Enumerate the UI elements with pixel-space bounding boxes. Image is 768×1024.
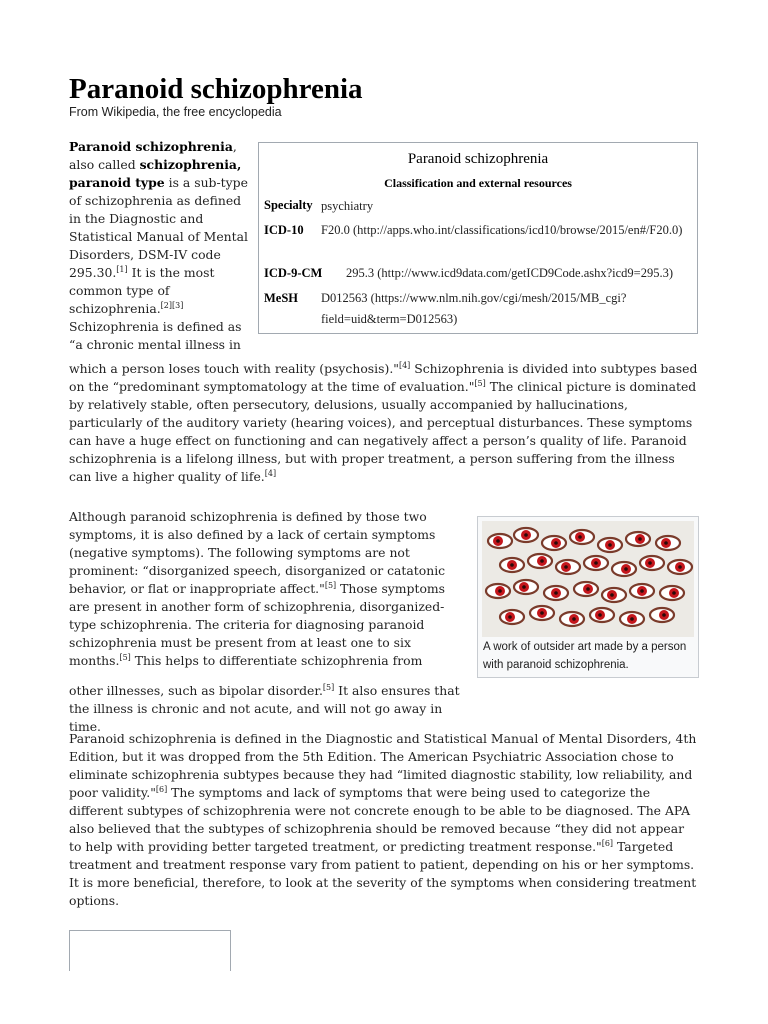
eye-pupil: [630, 617, 634, 621]
eye-pupil: [638, 537, 642, 541]
eye-pupil: [624, 567, 628, 571]
citation-link[interactable]: [5]: [474, 379, 486, 388]
citation-link[interactable]: [4]: [264, 469, 277, 478]
eye-pupil: [540, 559, 544, 563]
citation-link[interactable]: [5]: [119, 653, 131, 662]
infobox-title: Paranoid schizophrenia: [407, 151, 549, 167]
page-subtitle: From Wikipedia, the free encyclopedia: [69, 105, 282, 119]
lead-paragraph: Paranoid schizophrenia, also called schizophrenia, paranoid type is a sub-type of schizophrenia as defined in the Diagnostic and Statistical Manual of Mental Disorders, DSM-IV code 295.30.[1] It is the most common type of schizophrenia.[2][3] Schizophrenia is defined as “a chronic mental illness in: [69, 139, 248, 352]
eye-pupil: [522, 585, 526, 589]
citation-link[interactable]: [4]: [398, 361, 411, 370]
paragraph-symptoms-continued: other illnesses, such as bipolar disorder.[5] It also ensures that the illness is chronic and not acute, and will not go away in time.: [69, 683, 460, 734]
citation-link[interactable]: [6]: [601, 839, 614, 848]
empty-box: [69, 930, 231, 971]
eye-pupil: [564, 565, 568, 569]
eye-pupil: [554, 591, 558, 595]
eye-pupil: [572, 617, 576, 621]
paragraph-dsm5: Paranoid schizophrenia is defined in the Diagnostic and Statistical Manual of Mental Disorders, 4th Edition, but it was dropped from the 5th Edition. The American Psychiatric Association chose to eliminate schizophrenia subtypes because they had “limited diagnostic stability, low reliability, and poor validity."[6] The symptoms and lack of symptoms that were being used to categorize the different subtypes of schizophrenia were not concrete enough to be able to be diagnosed. The APA also believed that the subtypes of schizophrenia should be removed because “they did not appear to help with providing better targeted treatment, or predicting treatment response."[6] Targeted treatment and treatment response vary from patient to patient, depending on his or her symptoms. It is more beneficial, therefore, to look at the severity of the symptoms when considering treatment options.: [69, 731, 697, 908]
citation-link[interactable]: [5]: [322, 683, 335, 692]
eye-pupil: [510, 563, 514, 567]
paragraph-symptoms: Although paranoid schizophrenia is defined by those two symptoms, it is also defined by a lack of certain symptoms (negative symptoms). The following symptoms are not prominent: “disorganized speech, disorganized or catatonic behavior, or flat or inappropriate affect."[5] Those symptoms are present in another form of schizophrenia, disorganized-type schizophrenia. The criteria for diagnosing paranoid schizophrenia must be present from at least one to six months.[5] This helps to differentiate schizophrenia from: [69, 509, 446, 668]
eye-pupil: [496, 539, 500, 543]
eye-pupil: [672, 591, 676, 595]
citation-link[interactable]: [6]: [155, 785, 168, 794]
eye-pupil: [594, 561, 598, 565]
infobox-subtitle: Classification and external resources: [384, 176, 572, 190]
eye-pupil: [662, 613, 666, 617]
bold-article-name: Paranoid schizophrenia: [69, 139, 233, 154]
eyes-artwork: [482, 521, 694, 637]
outsider-art-image[interactable]: [482, 521, 694, 637]
eye-pupil: [498, 589, 502, 593]
figure-thumbnail: [477, 516, 699, 678]
page-title: Paranoid schizophrenia: [69, 73, 363, 105]
eye-pupil: [608, 543, 612, 547]
citation-link[interactable]: [5]: [324, 581, 337, 590]
eye-pupil: [610, 593, 614, 597]
infobox: Paranoid schizophrenia Classification and external resources Specialty psychiatry ICD-10 F20.0 (http://apps.who.int/classifications/icd10/browse/2015/en#/F20.0) ICD-9-CM 295.3 (http://www.icd9data.com/getICD9Code.ashx?icd9=295.3) MeSH D012563 (https://www.nlm.nih.gov/cgi/mesh/2015/MB_cgi?field=uid&term=D012563): [258, 142, 698, 334]
eye-pupil: [598, 613, 602, 617]
eye-pupil: [508, 615, 512, 619]
bold-alt-name: schizophrenia, paranoid type: [69, 157, 242, 190]
citation-link[interactable]: [3]: [172, 301, 184, 310]
lead-paragraph-continued: which a person loses touch with reality (psychosis)."[4] Schizophrenia is divided into subtypes based on the “predominant symptomatology at the time of evaluation."[5] The clinical picture is dominated by relatively stable, often persecutory, delusions, usually accompanied by hallucinations, particularly of the auditory variety (hearing voices), and perceptual disturbances. These symptoms can have a huge effect on functioning and can negatively affect a person’s quality of life. Paranoid schizophrenia is a lifelong illness, but with proper treatment, a person suffering from the illness can live a higher quality of life.[4]: [69, 361, 698, 484]
eye-pupil: [640, 589, 644, 593]
eye-pupil: [648, 561, 652, 565]
eye-pupil: [554, 541, 558, 545]
eye-pupil: [578, 535, 582, 539]
citation-link[interactable]: [2]: [160, 301, 173, 310]
eye-pupil: [586, 587, 590, 591]
eye-pupil: [664, 541, 668, 545]
eye-pupil: [524, 533, 528, 537]
eye-pupil: [540, 611, 544, 615]
eye-pupil: [678, 565, 682, 569]
figure-caption: A work of outsider art made by a person with paranoid schizophrenia.: [483, 641, 687, 671]
citation-link[interactable]: [1]: [116, 265, 128, 274]
